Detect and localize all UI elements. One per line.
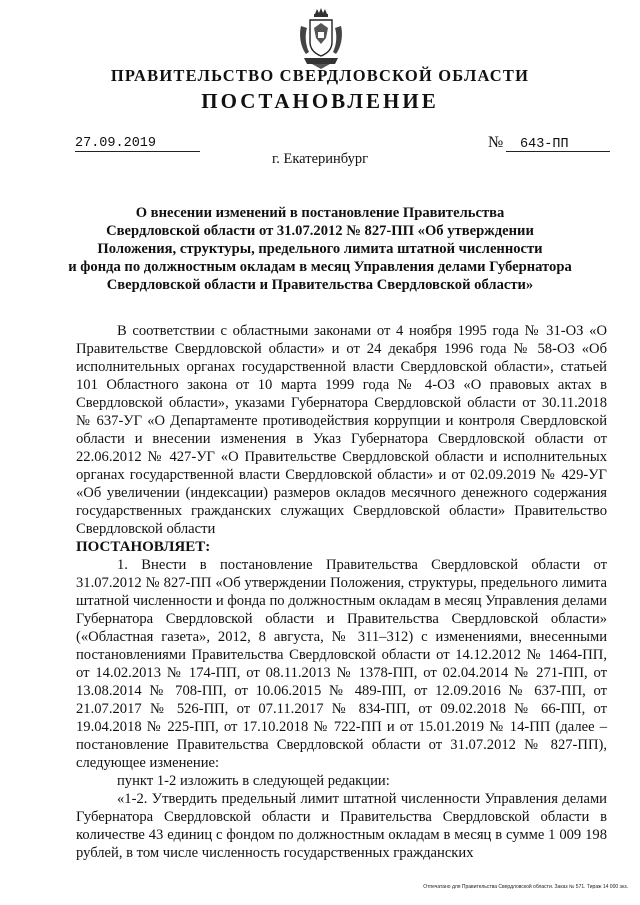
item-1-sub: пункт 1-2 изложить в следующей редакции: <box>117 773 390 789</box>
document-body <box>76 322 607 862</box>
title-line: Свердловской области и Правительства Свердловской области» <box>106 277 534 293</box>
title-line: Положения, структуры, предельного лимита штатной численности <box>97 241 543 257</box>
item-1-paragraph: 1. Внести в постановление Правительства Свердловской области от 31.07.2012 № 827-ПП «Об утверждении Положения, структуры, предельного лимита штатной численности и фонда по должностным окладам в месяц Управления делами Губернатора Свердловской области и Правительства Свердловской области» («Областная газета», 2012, 8 августа, № 311–312) с изменениями, внесенными постановлениями Правительства Свердловской области от 14.12.2012 № 1464-ПП, от 14.02.2013 № 174-ПП, от 08.11.2013 № 1378-ПП, от 02.04.2014 № 271-ПП, от 13.08.2014 № 708-ПП, от 10.06.2015 № 489-ПП, от 12.09.2016 № 637-ПП, от 21.07.2017 № 526-ПП, от 07.11.2017 № 834-ПП, от 09.02.2018 № 66-ПП, от 19.04.2018 № 225-ПП, от 17.10.2018 № 722-ПП и от 15.01.2019 № 14-ПП (далее – постановление Правительства Свердловской области от 31.07.2012 № 827-ПП), следующее изменение: <box>76 557 607 771</box>
document-number: 643-ПП <box>520 137 569 152</box>
title-line: Свердловской области от 31.07.2012 № 827-ПП «Об утверждении <box>106 223 534 239</box>
title-line: О внесении изменений в постановление Правительства <box>135 205 505 221</box>
item-1-text: «1-2. Утвердить предельный лимит штатной численности Управления делами Губернатора Свердловской области и Правительства Свердловской области в количестве 43 единиц с фондом по должностным окладам в месяц в сумме 1 009 198 рублей, в том числе численность государственных гражданских <box>76 791 607 861</box>
city: г. Екатеринбург <box>271 151 369 167</box>
coat-of-arms-icon <box>298 8 344 70</box>
title-line: и фонда по должностным окладам в месяц Управления делами Губернатора <box>68 259 572 275</box>
number-label: № <box>488 134 504 151</box>
organization-name: ПРАВИТЕЛЬСТВО СВЕРДЛОВСКОЙ ОБЛАСТИ <box>110 66 530 85</box>
print-footer: Отпечатано для Правительства Свердловской области. Заказ № 571. Тираж 14 000 экз. <box>423 884 628 890</box>
document-type: ПОСТАНОВЛЕНИЕ <box>201 89 439 113</box>
document-title <box>40 204 600 294</box>
document-date: 27.09.2019 <box>75 136 157 151</box>
resolves-heading: ПОСТАНОВЛЯЕТ: <box>76 539 211 555</box>
preamble-paragraph: В соответствии с областными законами от 4 ноября 1995 года № 31-ОЗ «О Правительстве Свердловской области» и от 24 декабря 1996 года № 58-ОЗ «Об исполнительных органах государственной власти Свердловской области», статьей 101 Областного закона от 10 марта 1999 года № 4-ОЗ «О правовых актах в Свердловской области», указами Губернатора Свердловской области от 30.11.2018 № 637-УГ «О Департаменте противодействия коррупции и контроля Свердловской области и внесении изменения в Указ Губернатора Свердловской области от 22.06.2012 № 427-УГ «О Правительстве Свердловской области и исполнительных органах государственной власти Свердловской области» и от 02.09.2019 № 429-УГ «Об увеличении (индексации) размеров окладов месячного денежного содержания государственных гражданских служащих Свердловской области» Правительство Свердловской области <box>76 323 607 537</box>
